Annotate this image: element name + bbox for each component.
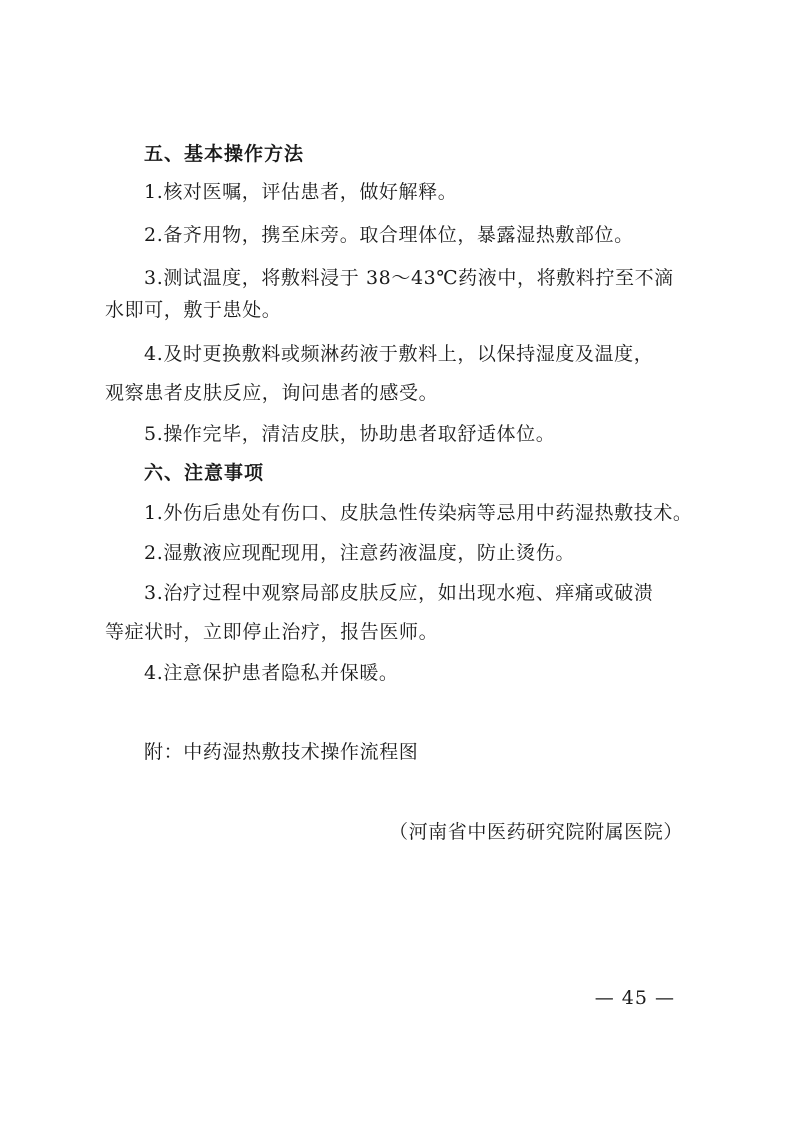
- page-number: — 45 —: [594, 987, 675, 1009]
- section-5-item-3: 3.测试温度，将敷料浸于 38～43℃药液中，将敷料拧至不滴: [144, 267, 674, 289]
- section-5-item-4-cont: 观察患者皮肤反应，询问患者的感受。: [105, 382, 439, 404]
- section-5-item-5: 5.操作完毕，清洁皮肤，协助患者取舒适体位。: [144, 423, 556, 445]
- section-6-item-1: 1.外伤后患处有伤口、皮肤急性传染病等忌用中药湿热敷技术。: [144, 502, 693, 524]
- section-5-item-4: 4.及时更换敷料或频淋药液于敷料上，以保持湿度及温度，: [144, 343, 654, 365]
- section-6-item-2: 2.湿敷液应现配现用，注意药液温度，防止烫伤。: [144, 542, 575, 564]
- section-5-item-1: 1.核对医嘱，评估患者，做好解释。: [144, 181, 458, 203]
- section-6-item-4: 4.注意保护患者隐私并保暖。: [144, 662, 399, 684]
- section-6-item-3-cont: 等症状时，立即停止治疗，报告医师。: [105, 621, 439, 643]
- attachment-note: 附：中药湿热敷技术操作流程图: [144, 741, 419, 763]
- section-5-item-2: 2.备齐用物，携至床旁。取合理体位，暴露湿热敷部位。: [144, 224, 634, 246]
- section-6-heading: 六、注意事项: [144, 462, 265, 484]
- section-6-item-3: 3.治疗过程中观察局部皮肤反应，如出现水疱、痒痛或破溃: [144, 582, 654, 604]
- section-5-heading: 五、基本操作方法: [144, 143, 305, 165]
- source-institution: （河南省中医药研究院附属医院）: [388, 821, 683, 843]
- section-5-item-3-cont: 水即可，敷于患处。: [105, 299, 282, 321]
